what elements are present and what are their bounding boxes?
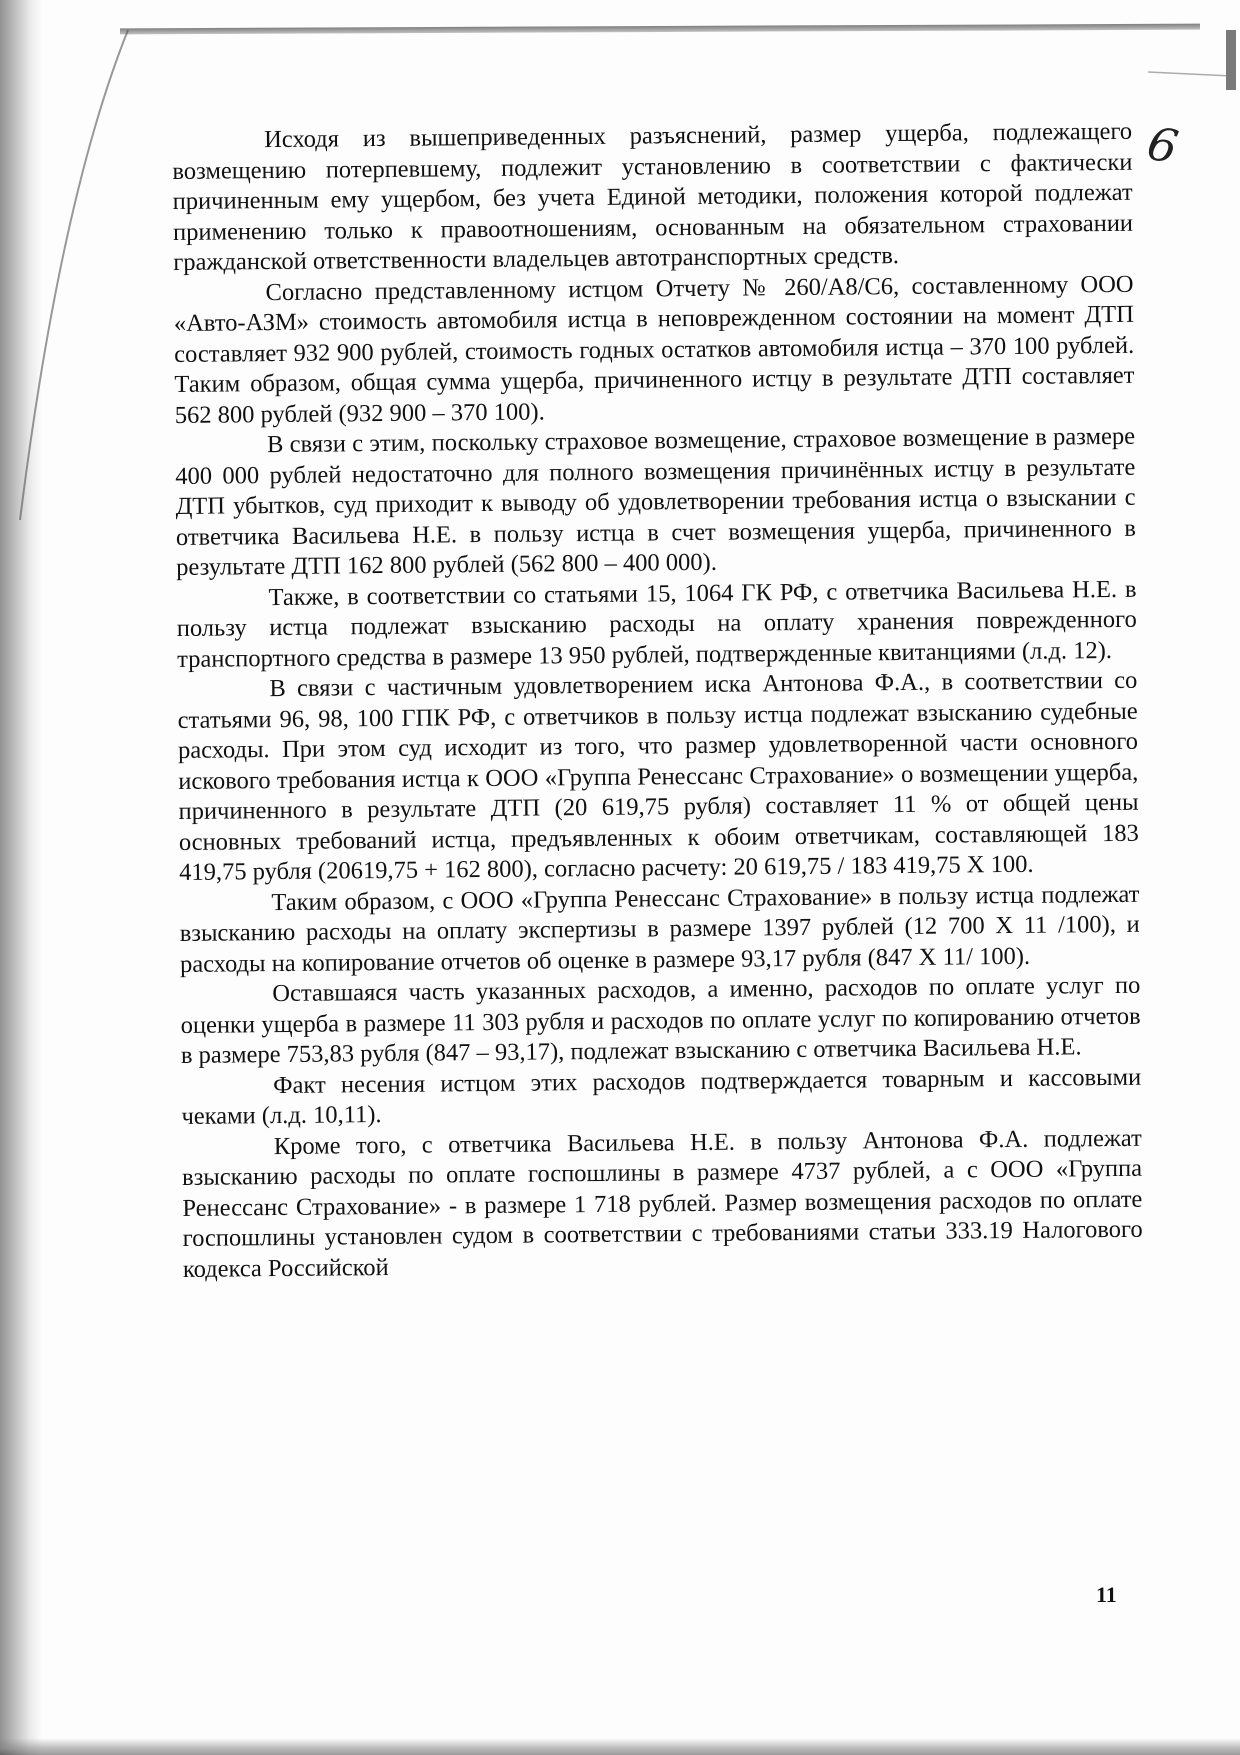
paragraph: Кроме того, с ответчика Васильева Н.Е. в пользу Антонова Ф.А. подлежат взысканию расходы по оплате госпошлины в размере 4737 рублей, а с ООО «Группа Ренессанс Страхование» - в размере 1 718 рублей. Размер возмещения расходов по оплате госпошлины установлен судом в соответствии с требованиями статьи 333.19 Налогового кодекса Российской: [181, 1124, 1143, 1283]
paragraph: Таким образом, с ООО «Группа Ренессанс Страхование» в пользу истца подлежат взысканию расходы на оплату экспертизы в размере 1397 рублей (12 700 Х 11 /100), и расходы на копирование отчетов об оценке в размере 93,17 рубля (847 Х 11/ 100).: [179, 880, 1140, 978]
paragraph: Также, в соответствии со статьями 15, 1064 ГК РФ, с ответчика Васильева Н.Е. в пользу истца подлежат взысканию расходы на оплату хранения поврежденного транспортного средства в размере 13 950 рублей, подтвержденные квитанциями (л.д. 12).: [176, 575, 1137, 673]
paragraph: В связи с частичным удовлетворением иска Антонова Ф.А., в соответствии со статьями 96, 98, 100 ГПК РФ, с ответчиков в пользу истца подлежат взысканию судебные расходы. При этом суд исходит из того, что размер удовлетворенной части основного искового требования истца к ООО «Группа Ренессанс Страхование» о возмещении ущерба, причиненного в результате ДТП (20 619,75 рубля) составляет 11 % от общей цены основных требований истца, предъявленных к обоим ответчикам, составляющей 183 419,75 рубля (20619,75 + 162 800), согласно расчету: 20 619,75 / 183 419,75 Х 100.: [177, 666, 1139, 886]
document-body: [172, 117, 1143, 1285]
paragraph: Согласно представленному истцом Отчету № 260/А8/С6, составленному ООО «Авто-АЗМ» стоимость автомобиля истца в неповрежденном состоянии на момент ДТП составляет 932 900 рублей, стоимость годных остатков автомобиля истца – 370 100 рублей. Таким образом, общая сумма ущерба, причиненного истцу в результате ДТП составляет 562 800 рублей (932 900 – 370 100).: [173, 270, 1135, 429]
paragraph: В связи с этим, поскольку страховое возмещение, страховое возмещение в размере 400 000 рублей недостаточно для полного возмещения причинённых истцу в результате ДТП убытков, суд приходит к выводу об удовлетворении требования истца о взыскании с ответчика Васильева Н.Е. в пользу истца в счет возмещения ущерба, причиненного в результате ДТП 162 800 рублей (562 800 – 400 000).: [175, 422, 1137, 581]
paragraph: Оставшаяся часть указанных расходов, а именно, расходов по оплате услуг по оценки ущерба в размере 11 303 рубля и расходов по оплате услуг по копированию отчетов в размере 753,83 рубля (847 – 93,17), подлежат взысканию с ответчика Васильева Н.Е.: [180, 971, 1141, 1069]
page-number: 11: [1096, 1582, 1117, 1607]
paragraph: Факт несения истцом этих расходов подтверждается товарным и кассовыми чеками (л.д. 10,11).: [181, 1063, 1142, 1130]
paragraph: Исходя из вышеприведенных разъяснений, размер ущерба, подлежащего возмещению потерпевшему, подлежит установлению в соответствии с фактически причиненным ему ущербом, без учета Единой методики, положения которой подлежат применению только к правоотношениям, основанным на обязательном страховании гражданской ответственности владельцев автотранспортных средств.: [172, 117, 1134, 276]
handwritten-page-mark: 6: [1142, 115, 1183, 175]
